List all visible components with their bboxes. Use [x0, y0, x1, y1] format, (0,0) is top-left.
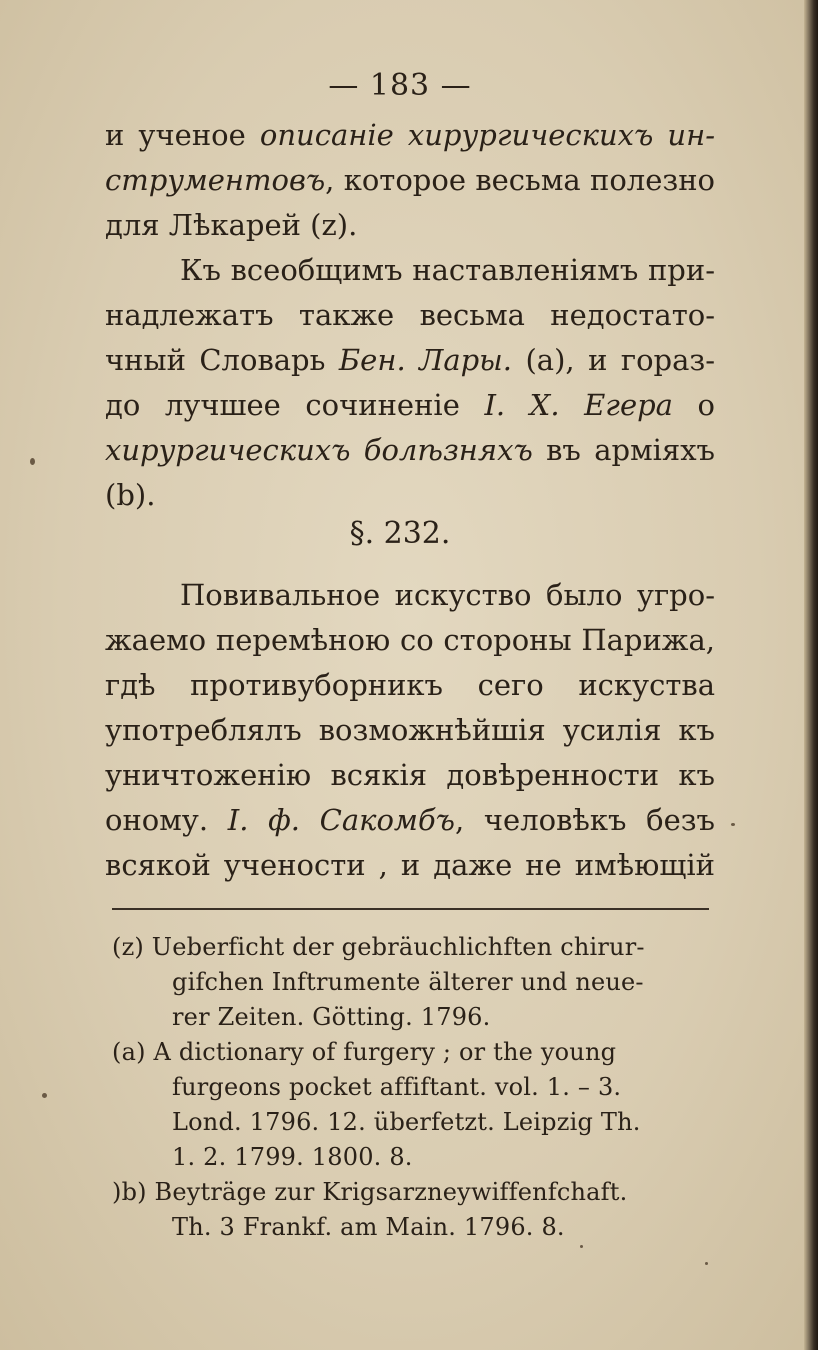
footnote-a-line-1: (a) A dictionary of furgery ; or the young	[112, 1038, 617, 1066]
text-span: чный Словарь	[105, 343, 339, 377]
footnote-z-line-3: rer Zeiten. Götting. 1796.	[172, 1003, 491, 1031]
paper-speck	[30, 458, 35, 465]
footnote-a-line-4: 1. 2. 1799. 1800. 8.	[172, 1143, 413, 1171]
paper-speck	[42, 1093, 47, 1098]
text-line-10: Повивальное искуство было угро-	[180, 578, 715, 612]
italic-span: хирургическихъ болѣзняхъ	[105, 433, 533, 467]
text-line-6	[105, 343, 715, 377]
italic-span: I. ф. Сакомбъ	[227, 803, 455, 837]
paper-speck	[731, 823, 735, 826]
italic-span: описанiе хирургическихъ ин-	[259, 118, 715, 152]
text-span: о	[672, 388, 715, 422]
section-heading: §. 232.	[349, 516, 451, 551]
text-line-11: жаемо перемѣною со стороны Парижа,	[105, 623, 715, 657]
text-line-12: гдѣ противуборникъ сего искуства	[105, 668, 715, 702]
paper-speck	[580, 1245, 583, 1248]
footnote-divider	[112, 908, 709, 910]
text-line-14: уничтоженiю всякiя довѣренности къ	[105, 758, 715, 792]
footnote-b-line-1: )b) Beyträge zur Krigsarzneywiffenfchaft.	[112, 1178, 628, 1206]
page-binding-shadow	[804, 0, 818, 1350]
text-line-9: (b).	[105, 478, 156, 512]
footnote-z-line-2: gifchen Inftrumente älterer und neue-	[172, 968, 644, 996]
text-line-15	[105, 803, 715, 837]
italic-span: стрyментовъ	[105, 163, 326, 197]
text-span: до лучшее сочиненiе	[105, 388, 485, 422]
paper-speck	[705, 1262, 708, 1265]
text-line-7	[105, 388, 715, 422]
text-line-5: надлежатъ также весьма недостато-	[105, 298, 715, 332]
footnote-b-line-2: Th. 3 Frankf. am Main. 1796. 8.	[172, 1213, 565, 1241]
text-line-8	[105, 433, 715, 467]
text-line-16: всякой учености , и даже не имѣющiй	[105, 848, 715, 882]
footnote-a-line-3: Lond. 1796. 12. überfetzt. Leipzig Th.	[172, 1108, 641, 1136]
text-span: (a), и гораз-	[512, 343, 715, 377]
text-span: и ученое	[105, 118, 260, 152]
italic-span: I. X. Егера	[484, 388, 673, 422]
page-number: — 183 —	[328, 68, 472, 103]
text-line-1	[105, 118, 715, 152]
text-line-2	[105, 163, 715, 197]
text-line-13: употреблялъ возможнѣйшiя усилiя къ	[105, 713, 715, 747]
text-span: оному.	[105, 803, 228, 837]
text-span: , которое весьма полезно	[325, 163, 715, 197]
text-span: въ армiяхъ	[532, 433, 715, 467]
text-span: , человѣкъ безъ	[454, 803, 716, 837]
text-line-4: Къ всеобщимъ наставленiямъ при-	[180, 253, 715, 287]
footnote-z-line-1: (z) Ueberficht der gebräuchlichften chirur-	[112, 933, 645, 961]
text-line-3: для Лѣкарей (z).	[105, 208, 358, 242]
italic-span: Бен. Лары.	[338, 343, 513, 377]
footnote-a-line-2: furgeons pocket affiftant. vol. 1. – 3.	[172, 1073, 622, 1101]
